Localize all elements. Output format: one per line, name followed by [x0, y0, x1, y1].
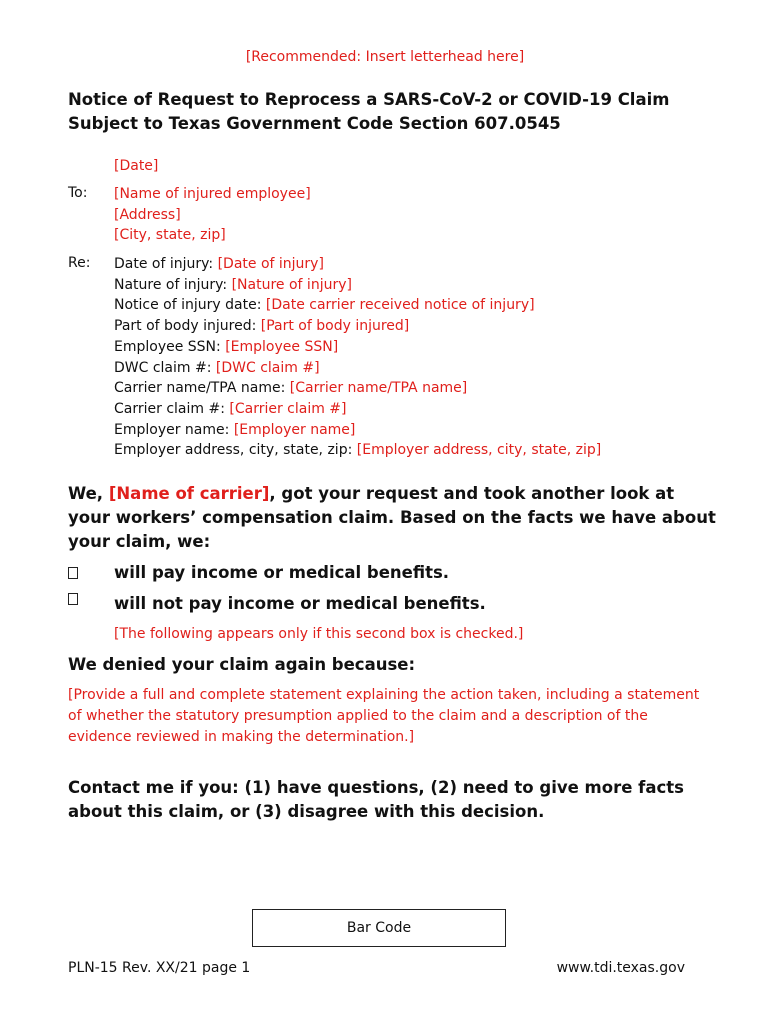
denial-heading: We denied your claim again because:	[68, 655, 416, 674]
pay-benefits-option: will pay income or medical benefits.	[114, 563, 450, 582]
detail-row: DWC claim #: [DWC claim #]	[114, 359, 320, 376]
detail-row: Notice of injury date: [Date carrier received notice of injury]	[114, 297, 535, 314]
deny-benefits-option: will not pay income or medical benefits.	[114, 594, 486, 613]
document-title: Notice of Request to Reprocess a SARS-CoV-2 or COVID-19 Claim Subject to Texas Government Code Section 607.0545	[68, 90, 670, 133]
recipient-city-state-zip: [City, state, zip]	[114, 227, 226, 244]
detail-row: Employer name: [Employer name]	[114, 421, 356, 438]
form-id: PLN-15 Rev. XX/21 page 1	[68, 960, 251, 976]
barcode-label: Bar Code	[346, 920, 412, 936]
pay-benefits-checkbox[interactable]	[68, 567, 78, 579]
detail-row: Part of body injured: [Part of body injured]	[114, 318, 410, 335]
recipient-address: [Address]	[114, 206, 181, 223]
detail-row: Employee SSN: [Employee SSN]	[114, 338, 339, 355]
carrier-name-placeholder: [Name of carrier]	[108, 484, 270, 503]
date-placeholder: [Date]	[114, 158, 159, 174]
detail-row: Carrier name/TPA name: [Carrier name/TPA name]	[114, 380, 468, 397]
detail-row: Carrier claim #: [Carrier claim #]	[114, 400, 347, 417]
deny-benefits-checkbox[interactable]	[68, 593, 78, 605]
to-label: To:	[68, 185, 88, 201]
barcode-box	[252, 909, 506, 947]
detail-row: Nature of injury: [Nature of injury]	[114, 276, 352, 293]
re-label: Re:	[68, 255, 91, 271]
detail-row: Date of injury: [Date of injury]	[114, 256, 324, 272]
denial-statement-placeholder: [Provide a full and complete statement explaining the action taken, including a statement of whether the statutory presumption applied to the claim and a description of the evidence reviewed in making the determination.]	[68, 687, 700, 745]
recipient-name: [Name of injured employee]	[114, 186, 311, 202]
website-link[interactable]: www.tdi.texas.gov	[556, 960, 685, 976]
claim-details	[114, 254, 601, 461]
decision-paragraph: We, [Name of carrier], got your request and took another look at your workers’ compensation claim. Based on the facts we have about your claim, we:	[68, 484, 716, 551]
conditional-note: [The following appears only if this second box is checked.]	[114, 626, 524, 642]
letterhead-placeholder: [Recommended: Insert letterhead here]	[245, 49, 525, 65]
contact-paragraph: Contact me if you: (1) have questions, (2) need to give more facts about this claim, or (3) disagree with this decision.	[68, 778, 684, 821]
detail-row: Employer address, city, state, zip: [Employer address, city, state, zip]	[114, 442, 602, 459]
recipient-block	[114, 184, 311, 246]
